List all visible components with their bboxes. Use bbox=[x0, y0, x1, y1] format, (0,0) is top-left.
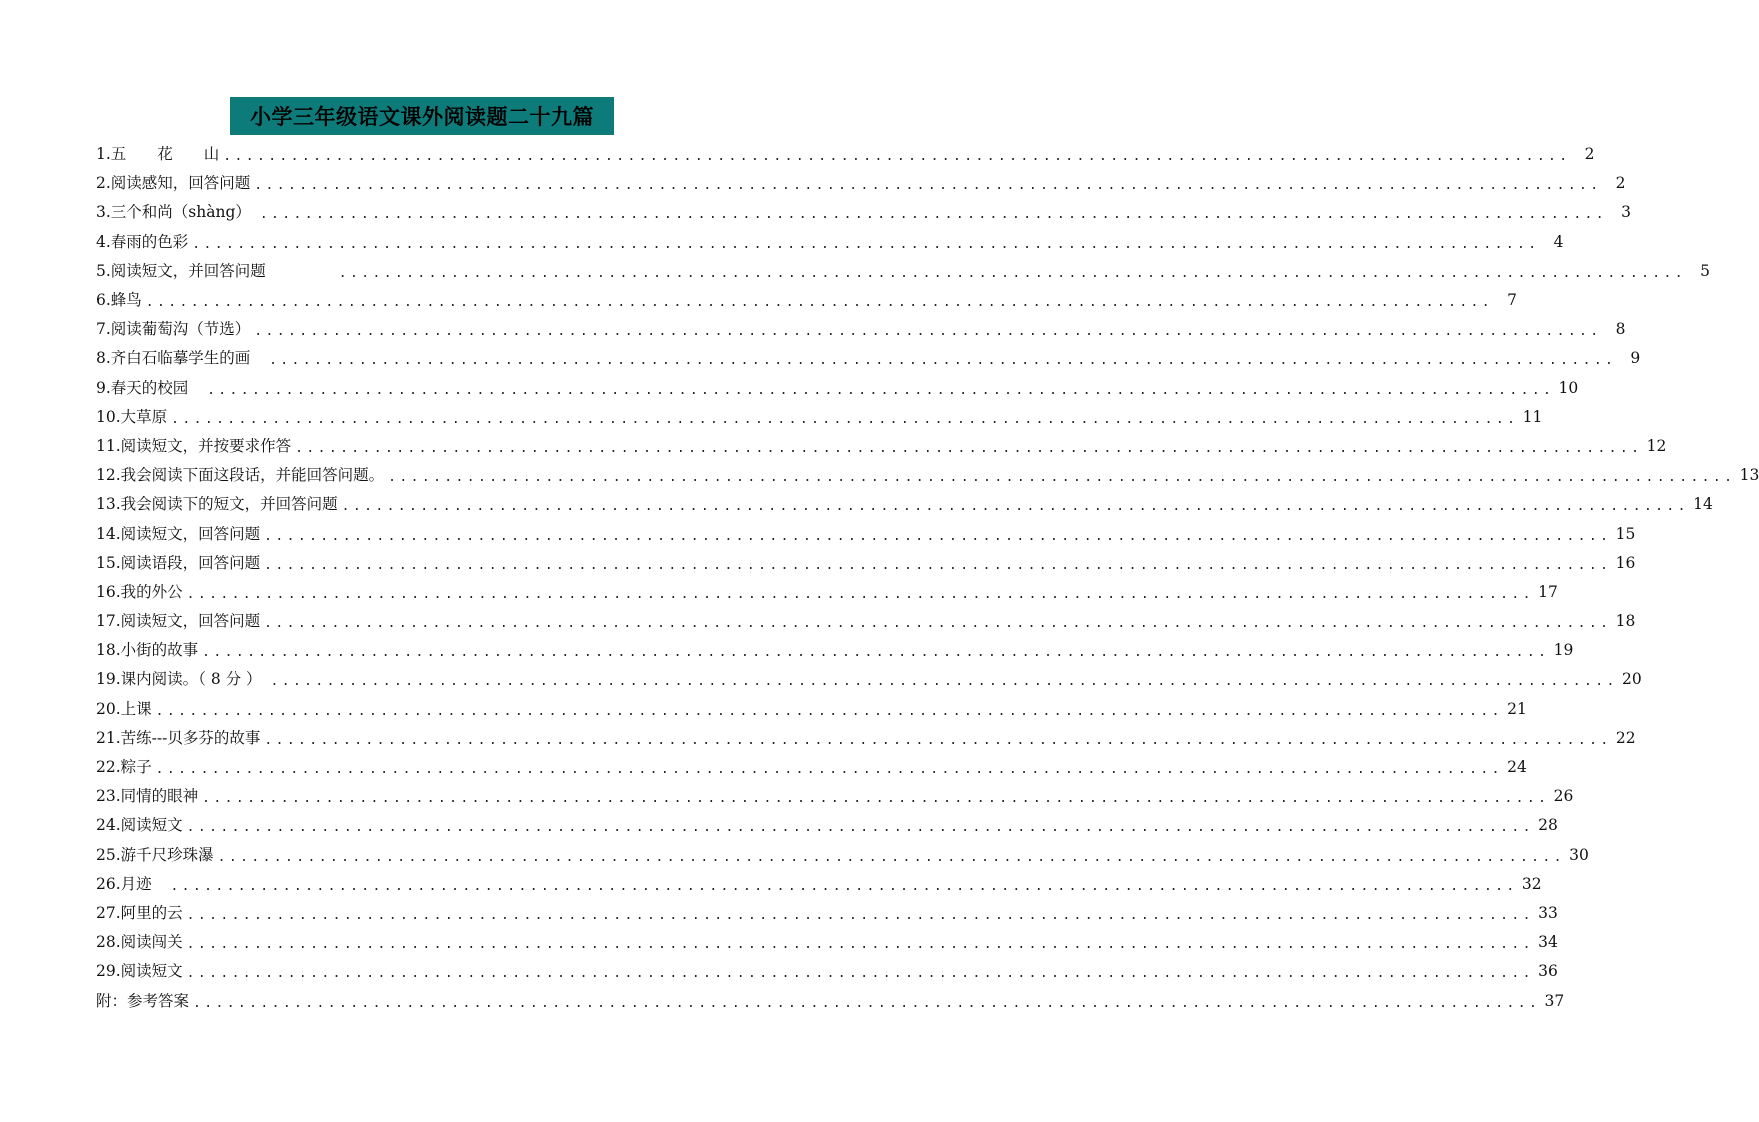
toc-dot-leader: ........................................................................................................................ bbox=[170, 878, 1518, 894]
toc-entry-title: 6.蜂鸟 bbox=[96, 291, 142, 310]
toc-entry[interactable] bbox=[96, 549, 1636, 578]
toc-dot-leader: ........................................................................................................................ bbox=[186, 966, 1534, 982]
toc-entry[interactable] bbox=[96, 169, 1626, 198]
toc-entry-title: 9.春天的校园 bbox=[96, 378, 204, 397]
toc-page-number: 14 bbox=[1693, 495, 1713, 514]
toc-dot-leader: ........................................................................................................................ bbox=[186, 820, 1534, 836]
toc-dot-leader: ........................................................................................................................ bbox=[264, 557, 1612, 573]
toc-entry-title: 21.苦练---贝多芬的故事 bbox=[96, 728, 261, 747]
toc-page-number: 8 bbox=[1615, 320, 1626, 339]
toc-entry[interactable] bbox=[96, 257, 1710, 286]
toc-entry-title: 10.大草原 bbox=[96, 407, 168, 426]
toc-dot-leader: ........................................................................................................................ bbox=[217, 849, 1565, 865]
toc-entry-title: 23.同情的眼神 bbox=[96, 787, 199, 806]
toc-entry[interactable] bbox=[96, 286, 1517, 315]
toc-entry-title: 27.阿里的云 bbox=[96, 903, 183, 922]
toc-page-number: 26 bbox=[1553, 787, 1574, 806]
toc-page-number: 24 bbox=[1507, 758, 1527, 777]
toc-entry-title: 14.阅读短文，回答问题 bbox=[96, 524, 261, 543]
toc-page-number: 18 bbox=[1615, 612, 1636, 631]
toc-dot-leader: ........................................................................................................................ bbox=[155, 703, 1503, 719]
toc-dot-leader: ........................................................................................................................ bbox=[186, 586, 1534, 602]
toc-dot-leader: ........................................................................................................................ bbox=[254, 324, 1602, 340]
document-title: 小学三年级语文课外阅读题二十九篇 bbox=[250, 105, 594, 129]
toc-entry-title: 8.齐白石临摹学生的画 bbox=[96, 349, 266, 368]
toc-entry-title: 19.课内阅读。（ 8 分 ） bbox=[96, 670, 267, 689]
toc-page-number: 33 bbox=[1538, 903, 1558, 922]
toc-entry[interactable] bbox=[96, 753, 1527, 782]
toc-entry-title: 3.三个和尚（shàng） bbox=[96, 203, 256, 222]
toc-entry-title: 1.五 花 山 bbox=[96, 145, 220, 164]
toc-dot-leader: ........................................................................................................................ bbox=[264, 528, 1612, 544]
toc-entry[interactable] bbox=[96, 315, 1626, 344]
toc-entry-title: 26.月迹 bbox=[96, 874, 167, 893]
toc-page-number: 28 bbox=[1538, 816, 1558, 835]
toc-dot-leader: ........................................................................................................................ bbox=[270, 674, 1618, 690]
toc-dot-leader: ........................................................................................................................ bbox=[338, 265, 1686, 281]
toc-entry[interactable] bbox=[96, 140, 1595, 169]
toc-entry[interactable] bbox=[96, 374, 1579, 403]
toc-entry-title: 18.小街的故事 bbox=[96, 641, 199, 660]
toc-entry[interactable] bbox=[96, 461, 1759, 490]
toc-dot-leader: ........................................................................................................................ bbox=[171, 411, 1519, 427]
toc-entry[interactable] bbox=[96, 403, 1543, 432]
toc-entry-title: 2.阅读感知，回答问题 bbox=[96, 174, 251, 193]
toc-page-number: 4 bbox=[1553, 232, 1564, 251]
toc-dot-leader: ........................................................................................................................ bbox=[192, 236, 1540, 252]
toc-entry[interactable] bbox=[96, 724, 1636, 753]
toc-page-number: 11 bbox=[1522, 407, 1543, 426]
toc-page-number: 7 bbox=[1507, 291, 1517, 310]
toc-page-number: 32 bbox=[1521, 874, 1542, 893]
title-banner bbox=[230, 97, 614, 135]
toc-entry-title: 16.我的外公 bbox=[96, 582, 183, 601]
toc-dot-leader: ........................................................................................................................ bbox=[295, 440, 1643, 456]
toc-entry[interactable] bbox=[96, 899, 1558, 928]
toc-entry[interactable] bbox=[96, 665, 1642, 694]
toc-dot-leader: ........................................................................................................................ bbox=[207, 382, 1555, 398]
toc-page-number: 19 bbox=[1553, 641, 1574, 660]
toc-entry[interactable] bbox=[96, 782, 1574, 811]
toc-page-number: 20 bbox=[1621, 670, 1642, 689]
toc-dot-leader: ........................................................................................................................ bbox=[254, 178, 1602, 194]
toc-page-number: 21 bbox=[1507, 699, 1527, 718]
toc-entry[interactable] bbox=[96, 344, 1641, 373]
toc-dot-leader: ........................................................................................................................ bbox=[264, 732, 1612, 748]
toc-entry[interactable] bbox=[96, 957, 1558, 986]
toc-dot-leader: ........................................................................................................................ bbox=[269, 353, 1617, 369]
toc-page-number: 17 bbox=[1538, 582, 1558, 601]
toc-page-number: 12 bbox=[1646, 436, 1667, 455]
toc-entry[interactable] bbox=[96, 490, 1713, 519]
toc-entry-title: 附：参考答案 bbox=[96, 991, 190, 1010]
toc-dot-leader: ........................................................................................................................ bbox=[223, 149, 1571, 165]
toc-page-number: 34 bbox=[1538, 933, 1558, 952]
toc-dot-leader: ........................................................................................................................ bbox=[202, 791, 1550, 807]
toc-entry[interactable] bbox=[96, 636, 1574, 665]
toc-page-number: 22 bbox=[1615, 728, 1636, 747]
toc-entry-title: 28.阅读闯关 bbox=[96, 933, 183, 952]
toc-entry-title: 29.阅读短文 bbox=[96, 962, 183, 981]
toc-dot-leader: ........................................................................................................................ bbox=[264, 616, 1612, 632]
toc-entry-title: 12.我会阅读下面这段话，并能回答问题。 bbox=[96, 466, 385, 485]
toc-page-number: 36 bbox=[1538, 962, 1558, 981]
toc-entry[interactable] bbox=[96, 578, 1558, 607]
toc-page-number: 2 bbox=[1615, 174, 1626, 193]
toc-entry-title: 11.阅读短文，并按要求作答 bbox=[96, 436, 292, 455]
toc-entry-title: 15.阅读语段，回答问题 bbox=[96, 553, 261, 572]
toc-entry-title: 4.春雨的色彩 bbox=[96, 232, 189, 251]
toc-entry[interactable] bbox=[96, 519, 1636, 548]
toc-entry-title: 25.游千尺珍珠瀑 bbox=[96, 845, 214, 864]
toc-dot-leader: ........................................................................................................................ bbox=[186, 907, 1534, 923]
toc-entry-title: 17.阅读短文，回答问题 bbox=[96, 612, 261, 631]
toc-page-number: 10 bbox=[1558, 378, 1579, 397]
toc-page-number: 3 bbox=[1621, 203, 1632, 222]
toc-page-number: 15 bbox=[1615, 524, 1636, 543]
toc-entry[interactable] bbox=[96, 432, 1667, 461]
toc-page-number: 5 bbox=[1700, 261, 1710, 280]
toc-entry-title: 20.上课 bbox=[96, 699, 152, 718]
toc-page-number: 37 bbox=[1544, 991, 1565, 1010]
toc-page-number: 16 bbox=[1615, 553, 1636, 572]
toc-entry[interactable] bbox=[96, 695, 1527, 724]
toc-entry-title: 7.阅读葡萄沟（节选） bbox=[96, 320, 251, 339]
toc-dot-leader: ........................................................................................................................ bbox=[155, 762, 1503, 778]
toc-entry-title: 22.粽子 bbox=[96, 758, 152, 777]
toc-page-number: 9 bbox=[1630, 349, 1641, 368]
toc-entry-title: 5.阅读短文，并回答问题 bbox=[96, 261, 335, 280]
toc-dot-leader: ........................................................................................................................ bbox=[388, 470, 1736, 486]
toc-dot-leader: ........................................................................................................................ bbox=[259, 207, 1608, 223]
toc-dot-leader: ........................................................................................................................ bbox=[145, 295, 1493, 311]
toc-entry[interactable] bbox=[96, 228, 1564, 257]
toc-entry[interactable] bbox=[96, 928, 1558, 957]
toc-dot-leader: ........................................................................................................................ bbox=[202, 645, 1550, 661]
table-of-contents bbox=[96, 140, 1759, 1016]
toc-entry[interactable] bbox=[96, 198, 1632, 227]
toc-dot-leader: ........................................................................................................................ bbox=[193, 995, 1541, 1011]
toc-entry[interactable] bbox=[96, 986, 1565, 1015]
toc-page-number: 13 bbox=[1739, 466, 1759, 485]
toc-entry[interactable] bbox=[96, 870, 1542, 899]
toc-entry[interactable] bbox=[96, 811, 1558, 840]
toc-dot-leader: ........................................................................................................................ bbox=[341, 499, 1689, 515]
toc-dot-leader: ........................................................................................................................ bbox=[186, 937, 1534, 953]
toc-entry[interactable] bbox=[96, 841, 1589, 870]
toc-page-number: 2 bbox=[1584, 145, 1595, 164]
toc-entry-title: 13.我会阅读下的短文，并回答问题 bbox=[96, 495, 338, 514]
toc-page-number: 30 bbox=[1569, 845, 1589, 864]
toc-entry-title: 24.阅读短文 bbox=[96, 816, 183, 835]
toc-entry[interactable] bbox=[96, 607, 1636, 636]
